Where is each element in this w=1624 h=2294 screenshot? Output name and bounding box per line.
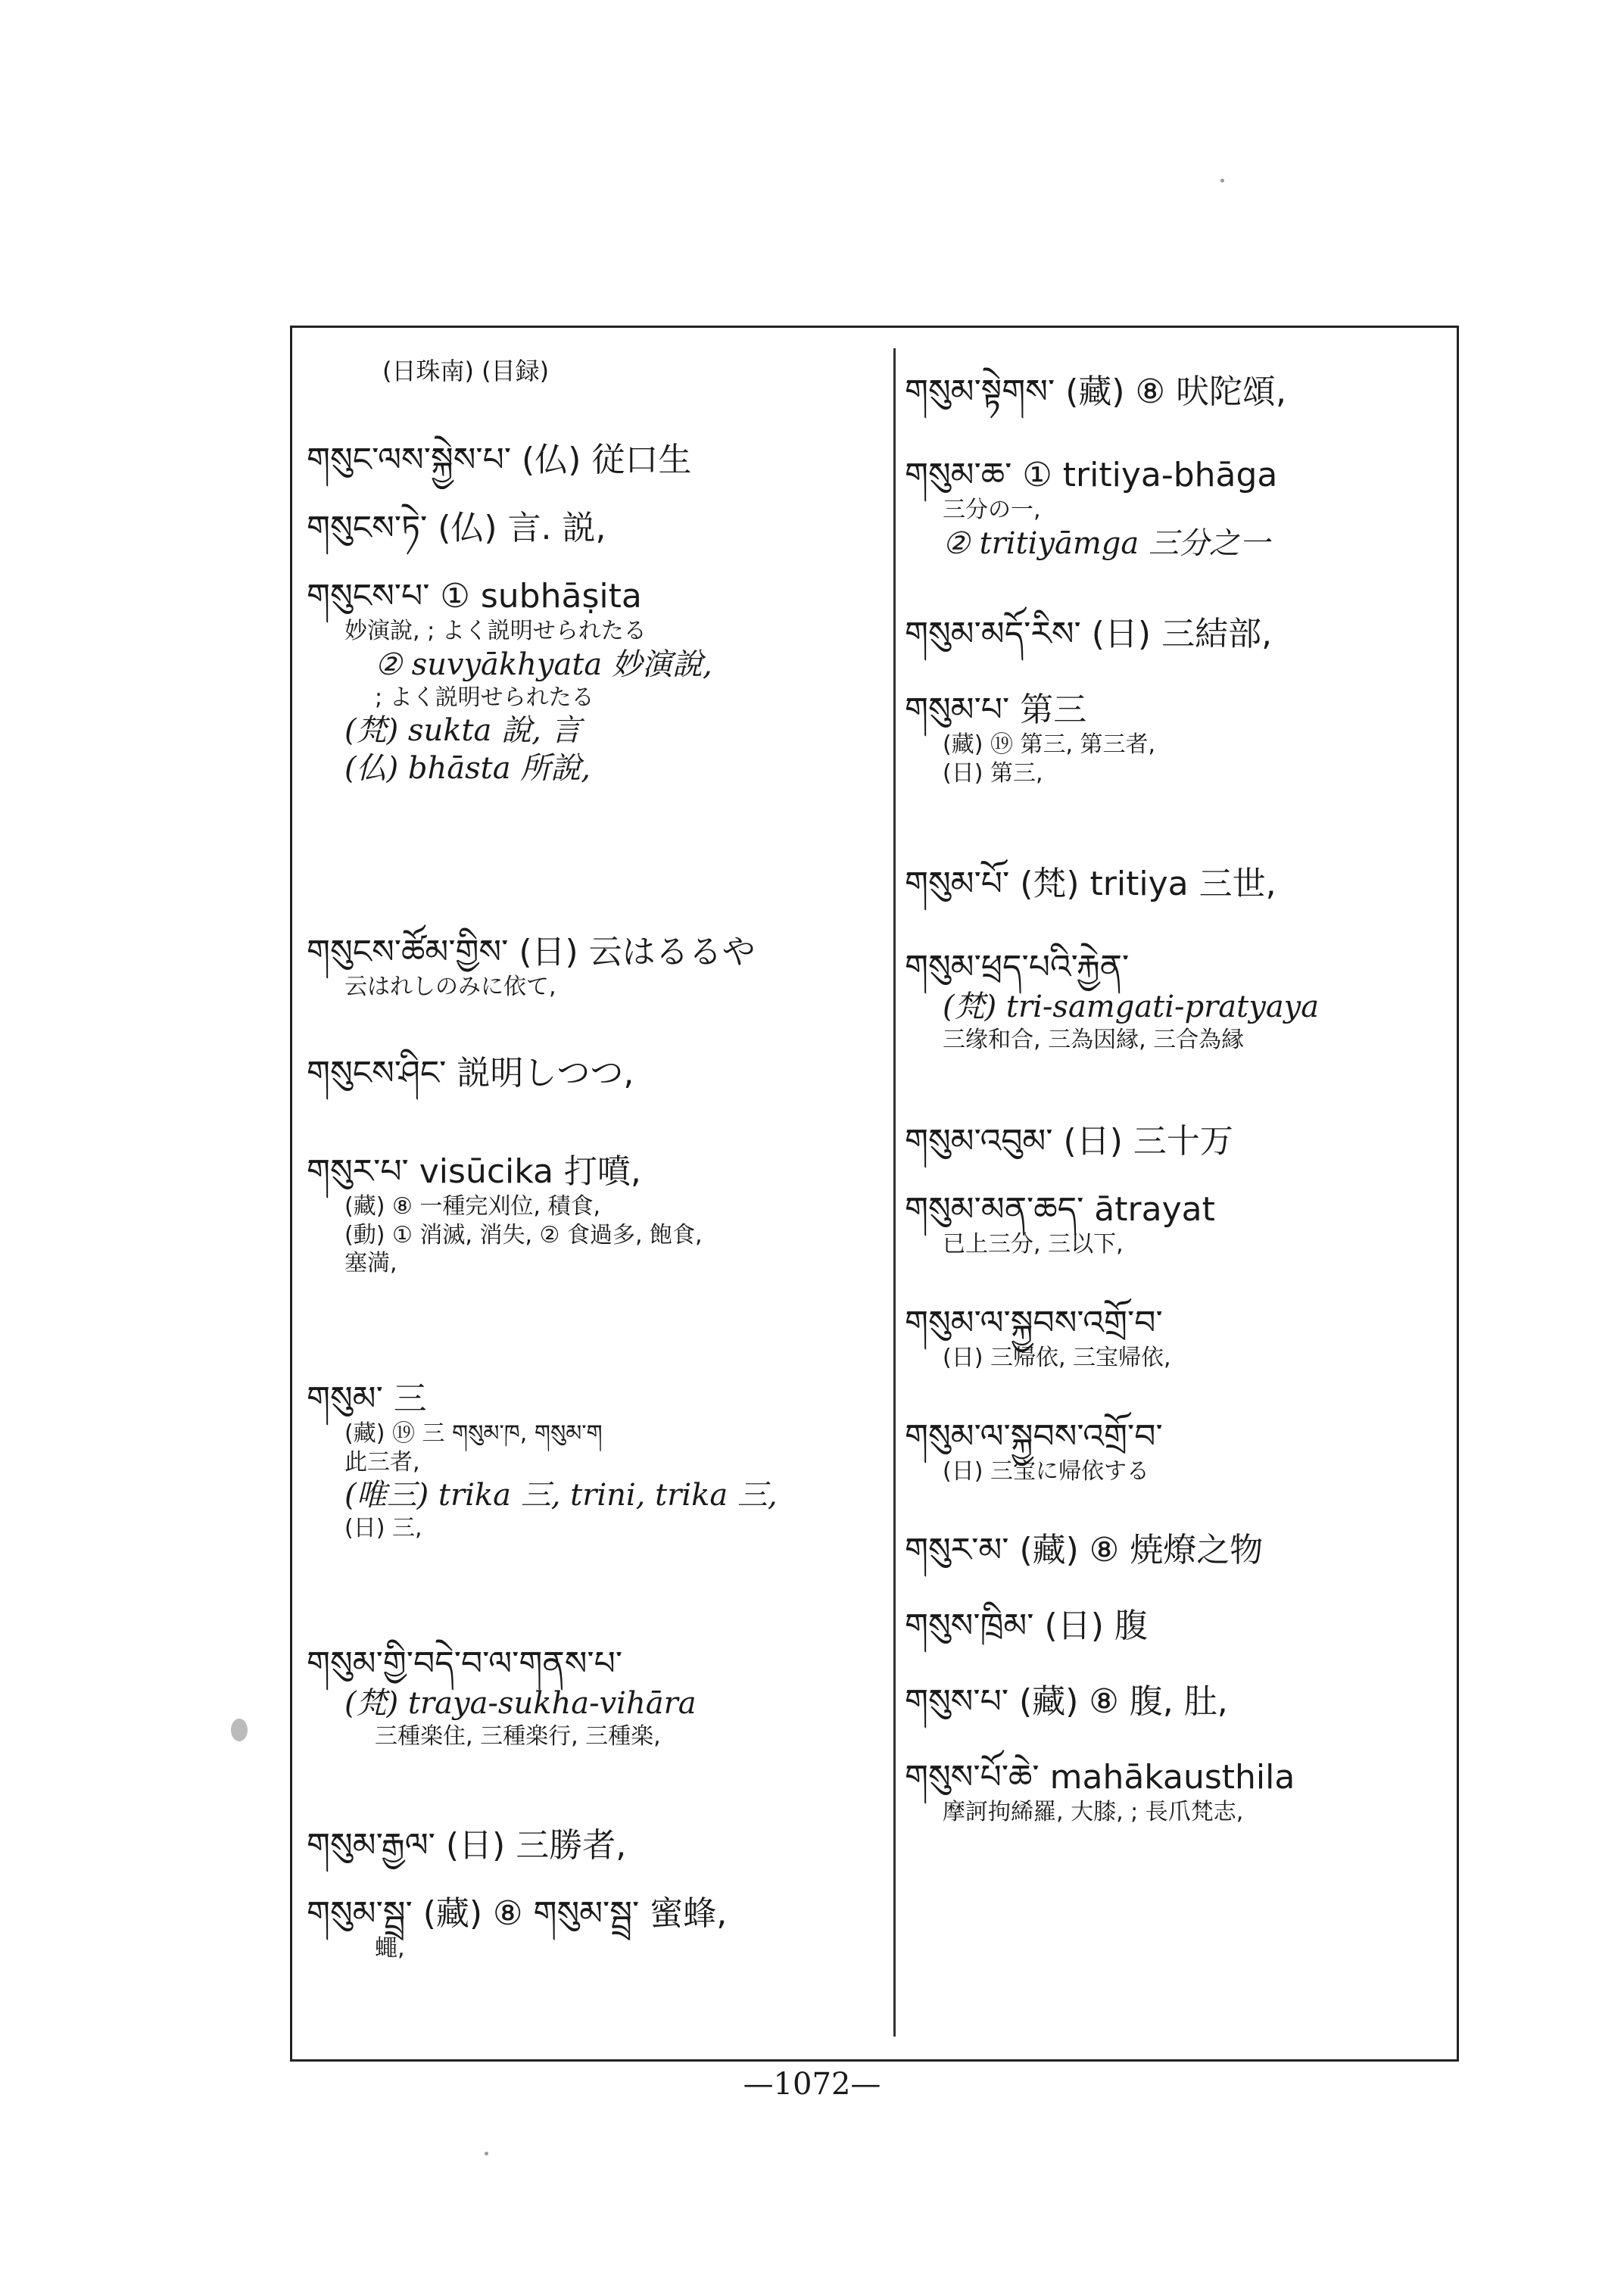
entry-gloss: 三分の一, (943, 497, 1041, 523)
dictionary-entry (905, 1529, 1450, 1571)
entry-headword: གསུམ་ལ་སྐྱབས་འགྲོ་བ་ (905, 1304, 1163, 1342)
entry-gloss: (藏) ⑲ 三 གསུམ་ཁ, གསུམ་ག (344, 1420, 603, 1447)
dictionary-entry (307, 507, 882, 549)
dictionary-entry (905, 1121, 1450, 1162)
column-divider (893, 348, 896, 2037)
entry-gloss: 蠅, (375, 1935, 405, 1962)
entry-gloss: 三缘和合, 三為因縁, 三合為縁 (943, 1027, 1245, 1053)
entry-headword: གསུར་མ་ (藏) ⑧ 焼燎之物 (905, 1531, 1264, 1569)
dictionary-entry (307, 1825, 882, 1866)
dictionary-entry (307, 1378, 882, 1543)
entry-headword: གསུམ་རྒྱལ་ (日) 三勝者, (307, 1826, 627, 1865)
entry-headword: གསུམ་སྟེགས་ (藏) ⑧ 吠陀頌, (905, 372, 1286, 411)
entry-gloss: (梵) sukta 說, 言 (344, 713, 581, 748)
dictionary-entry (307, 439, 882, 481)
entry-gloss: 此三者, (344, 1448, 420, 1476)
dictionary-entry (905, 454, 1450, 563)
entry-gloss: 三種楽住, 三種楽行, 三種楽, (375, 1723, 661, 1750)
entry-gloss: ; よく説明せられたる (375, 684, 594, 711)
entry-headword: གསུངས་ཚོམ་གྱིས་ (日) 云はるるや (307, 933, 756, 971)
entry-gloss: (藏) ⑧ 一種完刈位, 積食, (344, 1193, 600, 1220)
entry-headword: གསུང་ལས་སྐྱེས་པ་ (仏) 従口生 (307, 441, 692, 479)
entry-headword: གསུམ་འབུམ་ (日) 三十万 (905, 1122, 1233, 1161)
entry-gloss: 妙演說, ; よく説明せられたる (344, 618, 647, 644)
dictionary-entry (307, 1893, 882, 1963)
dictionary-entry (905, 946, 1450, 1055)
dictionary-entry (905, 1605, 1450, 1647)
page-number: —1072— (743, 2067, 881, 2102)
entry-gloss: 塞満, (344, 1250, 397, 1276)
entry-headword: གསུངས་པ་ ① subhāṣita (307, 577, 642, 616)
dictionary-entry (307, 1052, 882, 1094)
dictionary-entry (905, 371, 1450, 413)
entry-gloss: (梵) tri-samgati-pratyaya (943, 990, 1320, 1024)
entry-gloss: (日) 三, (344, 1515, 422, 1541)
entry-headword: གསུམ་མན་ཆད་ ātrayat (905, 1190, 1215, 1229)
entry-headword: གསུས་པོ་ཆེ་ mahākausthila (905, 1758, 1295, 1797)
dictionary-entry (307, 1643, 882, 1751)
entry-gloss: ② tritiyāmga 三分之一 (943, 525, 1270, 561)
dictionary-entry (905, 1756, 1450, 1827)
dictionary-entry (905, 1189, 1450, 1259)
dictionary-entry (905, 1416, 1450, 1486)
entry-gloss: 云はれしのみに依て, (344, 974, 556, 1000)
entry-headword: གསུམ་པོ་ (梵) tritiya 三世, (905, 865, 1276, 903)
entry-headword: གསུམ་ལ་སྐྱབས་འགྲོ་བ་ (905, 1417, 1163, 1456)
entry-headword: གསུངས་ཏེ་ (仏) 言. 説, (307, 509, 606, 547)
entry-headword: གསུམ་ཕྲད་པའི་རྐྱེན་ (905, 948, 1130, 986)
header-note: (日珠南) (目録) (382, 357, 550, 385)
entry-headword: གསུམ་སྦྲ་ (藏) ⑧ གསུམ་སྦྲ་ 蜜蜂, (307, 1894, 728, 1933)
entry-gloss: 摩訶拘絺羅, 大膝, ; 長爪梵志, (943, 1799, 1244, 1825)
entry-headword: གསུམ་ 三 (307, 1379, 427, 1418)
entry-gloss: (日) 第三, (943, 759, 1043, 787)
entry-gloss: ② suvyākhyata 妙演說, (375, 647, 712, 682)
entry-gloss: 已上三分, 三以下, (943, 1231, 1124, 1258)
scan-speck (485, 2152, 488, 2155)
entry-headword: གསུས་པ་ (藏) ⑧ 腹, 肚, (905, 1682, 1228, 1721)
entry-headword: གསུམ་ཆ་ ① tritiya-bhāga (905, 456, 1278, 494)
left-column (307, 356, 882, 1962)
entry-gloss: (唯三) trika 三, trini, trika 三, (344, 1478, 778, 1513)
entry-headword: གསུམ་པ་ 第三 (905, 690, 1087, 729)
dictionary-entry (905, 863, 1450, 905)
dictionary-entry (307, 931, 882, 1002)
dictionary-entry (905, 613, 1450, 655)
entry-headword: གསུངས་ཤིང་ 説明しつつ, (307, 1054, 634, 1092)
entry-gloss: (日) 三宝に帰依する (943, 1458, 1149, 1485)
dictionary-entry (905, 1681, 1450, 1722)
entry-gloss: (動) ① 消滅, 消失, ② 食過多, 飽食, (344, 1221, 703, 1248)
scan-speck (1220, 179, 1224, 182)
dictionary-entry (905, 689, 1450, 787)
entry-gloss: (仏) bhāsta 所說, (344, 751, 591, 786)
entry-gloss: (藏) ⑲ 第三, 第三者, (943, 731, 1156, 758)
dictionary-entry (307, 575, 882, 787)
entry-headword: གསུར་པ་ visūcika 打噴, (307, 1152, 641, 1191)
scan-speck (231, 1719, 248, 1741)
entry-headword: གསུས་ཁྲིམ་ (日) 腹 (905, 1607, 1148, 1645)
dictionary-entry (905, 1302, 1450, 1373)
entry-gloss: (梵) traya-sukha-vihāra (344, 1686, 697, 1721)
entry-gloss: (日) 三帰依, 三宝帰依, (943, 1345, 1171, 1371)
entry-headword: གསུམ་མདོ་རིས་ (日) 三結部, (905, 615, 1273, 653)
dictionary-entry (307, 1151, 882, 1278)
entry-headword: གསུམ་གྱི་བདེ་བ་ལ་གནས་པ་ (307, 1644, 623, 1683)
